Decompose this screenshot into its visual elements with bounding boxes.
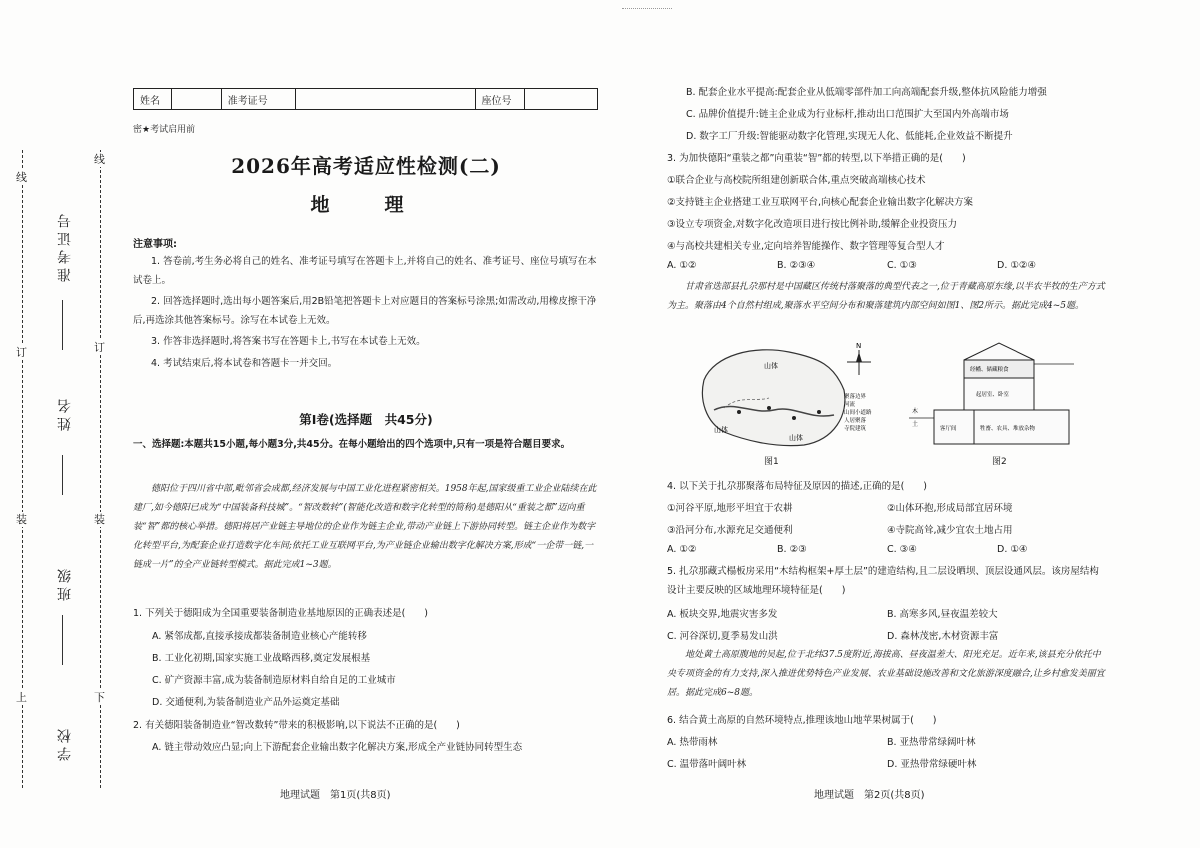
page-footer-left: 地理试题 第1页(共8页) bbox=[280, 790, 391, 801]
binding-admission-label: 准考证号 bbox=[57, 210, 73, 282]
settlement-dot bbox=[737, 410, 741, 414]
question-2-option-c[interactable]: C. 品牌价值提升:链主企业成为行业标杆,推动出口范围扩大至国内外高端市场 bbox=[686, 109, 1009, 120]
question-2-option-a[interactable]: A. 链主带动效应凸显;向上下游配套企业输出数字化解决方案,形成全产业链协同转型生态 bbox=[152, 742, 523, 753]
question-3-option-b[interactable]: B. ②③④ bbox=[777, 260, 816, 271]
question-1-option-d[interactable]: D. 交通便利,为装备制造业产品外运奠定基础 bbox=[152, 697, 340, 708]
question-6-option-b[interactable]: B. 亚热带常绿阔叶林 bbox=[887, 737, 976, 748]
binding-name-label: 姓名 bbox=[57, 395, 73, 431]
legend-item: 河流 bbox=[844, 402, 856, 408]
question-5-stem: 5. 扎尕那藏式榻板房采用“木结构框架+厚土层”的建造结构,且二层设晒坝、顶层设通风层。该房屋结构设计主要反映的区域地理环境特征是( ) bbox=[667, 566, 1099, 596]
legend-item: 人居聚落 bbox=[844, 418, 867, 424]
passage-wuqi: 地处黄土高原腹地的吴起,位于北纬37.5度附近,海拔高、昼夜温差大、阳光充足。近年来,该县充分依托中央专项资金的有力支持,深入推进优势特色产业发展、农业基础设施改善和文化旅游深度融合,让乡村愈发美丽宜居。据此完成6~8题。 bbox=[667, 650, 1105, 698]
binding-line-char: 线 bbox=[16, 171, 27, 184]
legend-item: 山间小道路 bbox=[844, 410, 872, 416]
figure-1-caption: 图1 bbox=[764, 457, 779, 467]
question-4-stem: 4. 以下关于扎尕那聚落布局特征及原因的描述,正确的是( ) bbox=[667, 481, 928, 492]
question-6-option-a[interactable]: A. 热带雨林 bbox=[667, 737, 718, 748]
fig2-room-label: 牲畜、农具、堆放杂物 bbox=[980, 426, 1036, 432]
question-1-option-c[interactable]: C. 矿产资源丰富,成为装备制造原材料自给自足的工业城市 bbox=[152, 675, 396, 686]
fig1-label-mountain: 山体 bbox=[714, 426, 728, 434]
binding-admission-blank[interactable] bbox=[62, 300, 63, 350]
fig1-label-mountain: 山体 bbox=[764, 362, 778, 370]
binding-class-label: 班级 bbox=[57, 565, 73, 601]
binding-bind-char: 装 bbox=[94, 513, 105, 526]
binding-strip bbox=[0, 0, 130, 848]
question-1-stem: 1. 下列关于德阳成为全国重要装备制造业基地原因的正确表述是( ) bbox=[133, 608, 428, 619]
admission-label: 准考证号 bbox=[222, 89, 297, 109]
figure-2-house bbox=[904, 338, 1104, 450]
seat-field[interactable] bbox=[525, 89, 597, 109]
note-item: 3. 作答非选择题时,将答案书写在答题卡上,书写在本试卷上无效。 bbox=[151, 336, 426, 347]
question-5-option-b[interactable]: B. 高寒多风,昼夜温差较大 bbox=[887, 609, 998, 620]
question-5-options-row-2 bbox=[667, 628, 1107, 642]
question-4-items-row-1 bbox=[667, 500, 1107, 514]
note-item: 4. 考试结束后,将本试卷和答题卡一并交回。 bbox=[151, 358, 338, 369]
question-3-item-3: ③设立专项资金,对数字化改造项目进行按比例补助,缓解企业投资压力 bbox=[667, 219, 958, 230]
roof-shape bbox=[964, 343, 1034, 360]
name-label: 姓名 bbox=[134, 89, 172, 109]
question-4-items-row-2 bbox=[667, 522, 1107, 536]
question-5-option-d[interactable]: D. 森林茂密,木材资源丰富 bbox=[887, 631, 999, 642]
question-2-option-d[interactable]: D. 数字工厂升级:智能驱动数字化管理,实现无人化、低能耗,企业效益不断提升 bbox=[686, 131, 1013, 142]
question-4-option-d[interactable]: D. ①④ bbox=[997, 544, 1028, 555]
question-5-option-a[interactable]: A. 板块交界,地震灾害多发 bbox=[667, 609, 778, 620]
fig2-room-label: 客厅间 bbox=[940, 426, 957, 432]
question-3-options bbox=[667, 260, 1107, 271]
legend-item: 聚落边界 bbox=[844, 394, 867, 400]
question-2-stem: 2. 有关德阳装备制造业“智改数转”带来的积极影响,以下说法不正确的是( ) bbox=[133, 720, 460, 731]
fig1-legend bbox=[844, 392, 872, 432]
fig2-label-wood: 木 bbox=[912, 408, 919, 415]
exam-title: 2026年高考适应性检测(二) bbox=[231, 154, 501, 178]
binding-fold-char: 订 bbox=[16, 346, 27, 359]
seat-label: 座位号 bbox=[476, 89, 526, 109]
settlement-dot bbox=[792, 416, 796, 420]
binding-bind-char: 装 bbox=[16, 513, 27, 526]
question-5-options-row-1 bbox=[667, 606, 1107, 620]
question-4-option-a[interactable]: A. ①② bbox=[667, 544, 697, 555]
question-3-stem: 3. 为加快德阳“重装之都”向重装“智”都的转型,以下举措正确的是( ) bbox=[667, 153, 966, 164]
notes-heading: 注意事项: bbox=[133, 239, 177, 250]
question-6-options-row-2 bbox=[667, 756, 1107, 770]
page-footer-right: 地理试题 第2页(共8页) bbox=[814, 790, 925, 801]
figure-1-map bbox=[694, 340, 894, 450]
question-6-options-row-1 bbox=[667, 734, 1107, 748]
question-4-item-2: ②山体环抱,形成局部宜居环境 bbox=[887, 503, 1013, 514]
binding-school-label: 学校 bbox=[57, 725, 73, 761]
question-4-option-c[interactable]: C. ③④ bbox=[887, 544, 917, 555]
question-3-item-2: ②支持链主企业搭建工业互联网平台,向核心配套企业输出数字化解决方案 bbox=[667, 197, 974, 208]
question-6-option-d[interactable]: D. 亚热带常绿硬叶林 bbox=[887, 759, 977, 770]
secret-mark: 密★考试启用前 bbox=[133, 125, 196, 135]
fig2-label-earth: 土 bbox=[912, 421, 919, 428]
candidate-info-table bbox=[133, 88, 598, 110]
note-item: 2. 回答选择题时,选出每小题答案后,用2B铅笔把答题卡上对应题目的答案标号涂黑;如需改动,用橡皮擦干净后,再选涂其他答案标号。涂写在本试卷上无效。 bbox=[133, 296, 597, 326]
compass-north-label: N bbox=[856, 342, 862, 350]
question-4-item-3: ③沿河分布,水源充足交通便利 bbox=[667, 525, 793, 536]
question-3-option-a[interactable]: A. ①② bbox=[667, 260, 697, 271]
compass-rose bbox=[847, 342, 871, 375]
legend-item: 寺院建筑 bbox=[844, 426, 867, 432]
settlement-dot bbox=[767, 406, 771, 410]
figure-2-caption: 图2 bbox=[992, 457, 1007, 467]
question-4-item-4: ④寺院高耸,减少宜农土地占用 bbox=[887, 525, 1013, 536]
passage-zhagana: 甘肃省迭部县扎尕那村是中国藏区传统村落聚落的典型代表之一,位于青藏高原东缘,以半农半牧的生产方式为主。聚落由4个自然村组成,聚落水平空间分布和聚落建筑内部空间如图1、图2所示。据此完成4~5题。 bbox=[667, 282, 1105, 311]
question-3-option-d[interactable]: D. ①②④ bbox=[997, 260, 1036, 271]
question-3-option-c[interactable]: C. ①③ bbox=[887, 260, 917, 271]
binding-up-char: 上 bbox=[16, 691, 27, 704]
question-3-item-1: ①联合企业与高校院所组建创新联合体,重点突破高端核心技术 bbox=[667, 175, 926, 186]
passage-deyang: 德阳位于四川省中部,毗邻省会成都,经济发展与中国工业化进程紧密相关。1958年起,国家级重工业企业陆续在此建厂,如今德阳已成为“中国装备科技城”。“智改数转”(智能化改造和数字化转型的简称)是德阳从“重装之都”迈向重装“智”都的核心举措。德阳将居产业链主导地位的企业作为链主企业,带动产业链上下游协同转型。链主企业作为数字化转型平台,为配套企业打造数字化车间;依托工业互联网平台,为产业链企业输出数字化解决方案,形成“一企带一链,一链成一片”的全产业链转型模式。据此完成1~3题。 bbox=[133, 484, 597, 570]
fig2-room-label: 经幡、储藏粮食 bbox=[970, 367, 1009, 373]
question-1-option-b[interactable]: B. 工业化初期,国家实施工业战略西移,奠定发展根基 bbox=[152, 653, 371, 664]
note-item: 1. 答卷前,考生务必将自己的姓名、准考证号填写在答题卡上,并将自己的姓名、准考证号、座位号填写在本试卷上。 bbox=[133, 256, 597, 286]
question-2-option-b[interactable]: B. 配套企业水平提高:配套企业从低端零部件加工向高端配套升级,整体抗风险能力增强 bbox=[686, 87, 1047, 98]
subject-title: 地 理 bbox=[310, 194, 422, 216]
binding-name-blank[interactable] bbox=[62, 455, 63, 495]
binding-class-blank[interactable] bbox=[62, 615, 63, 665]
fig2-room-label: 起居室、卧室 bbox=[976, 392, 1010, 398]
question-6-option-c[interactable]: C. 温带落叶阔叶林 bbox=[667, 759, 747, 770]
binding-line-char: 线 bbox=[94, 153, 105, 166]
question-1-option-a[interactable]: A. 紧邻成都,直接承接成都装备制造业核心产能转移 bbox=[152, 631, 367, 642]
binding-fold-char: 订 bbox=[94, 341, 105, 354]
binding-down-char: 下 bbox=[94, 691, 105, 704]
question-4-options bbox=[667, 544, 1107, 555]
question-3-item-4: ④与高校共建相关专业,定向培养智能操作、数字管理等复合型人才 bbox=[667, 241, 945, 252]
scan-mark bbox=[622, 8, 672, 9]
section-title: 第Ⅰ卷(选择题 共45分) bbox=[299, 412, 433, 427]
question-5-option-c[interactable]: C. 河谷深切,夏季易发山洪 bbox=[667, 631, 778, 642]
name-field[interactable] bbox=[172, 89, 222, 109]
fig1-label-mountain: 山体 bbox=[789, 434, 803, 442]
question-4-item-1: ①河谷平原,地形平坦宜于农耕 bbox=[667, 503, 793, 514]
question-4-option-b[interactable]: B. ②③ bbox=[777, 544, 807, 555]
question-6-stem: 6. 结合黄土高原的自然环境特点,推理该地山地苹果树属于( ) bbox=[667, 715, 937, 726]
admission-field[interactable] bbox=[296, 89, 475, 109]
section-instructions: 一、选择题:本题共15小题,每小题3分,共45分。在每小题给出的四个选项中,只有一项是符合题目要求。 bbox=[133, 439, 571, 450]
settlement-dot bbox=[817, 410, 821, 414]
